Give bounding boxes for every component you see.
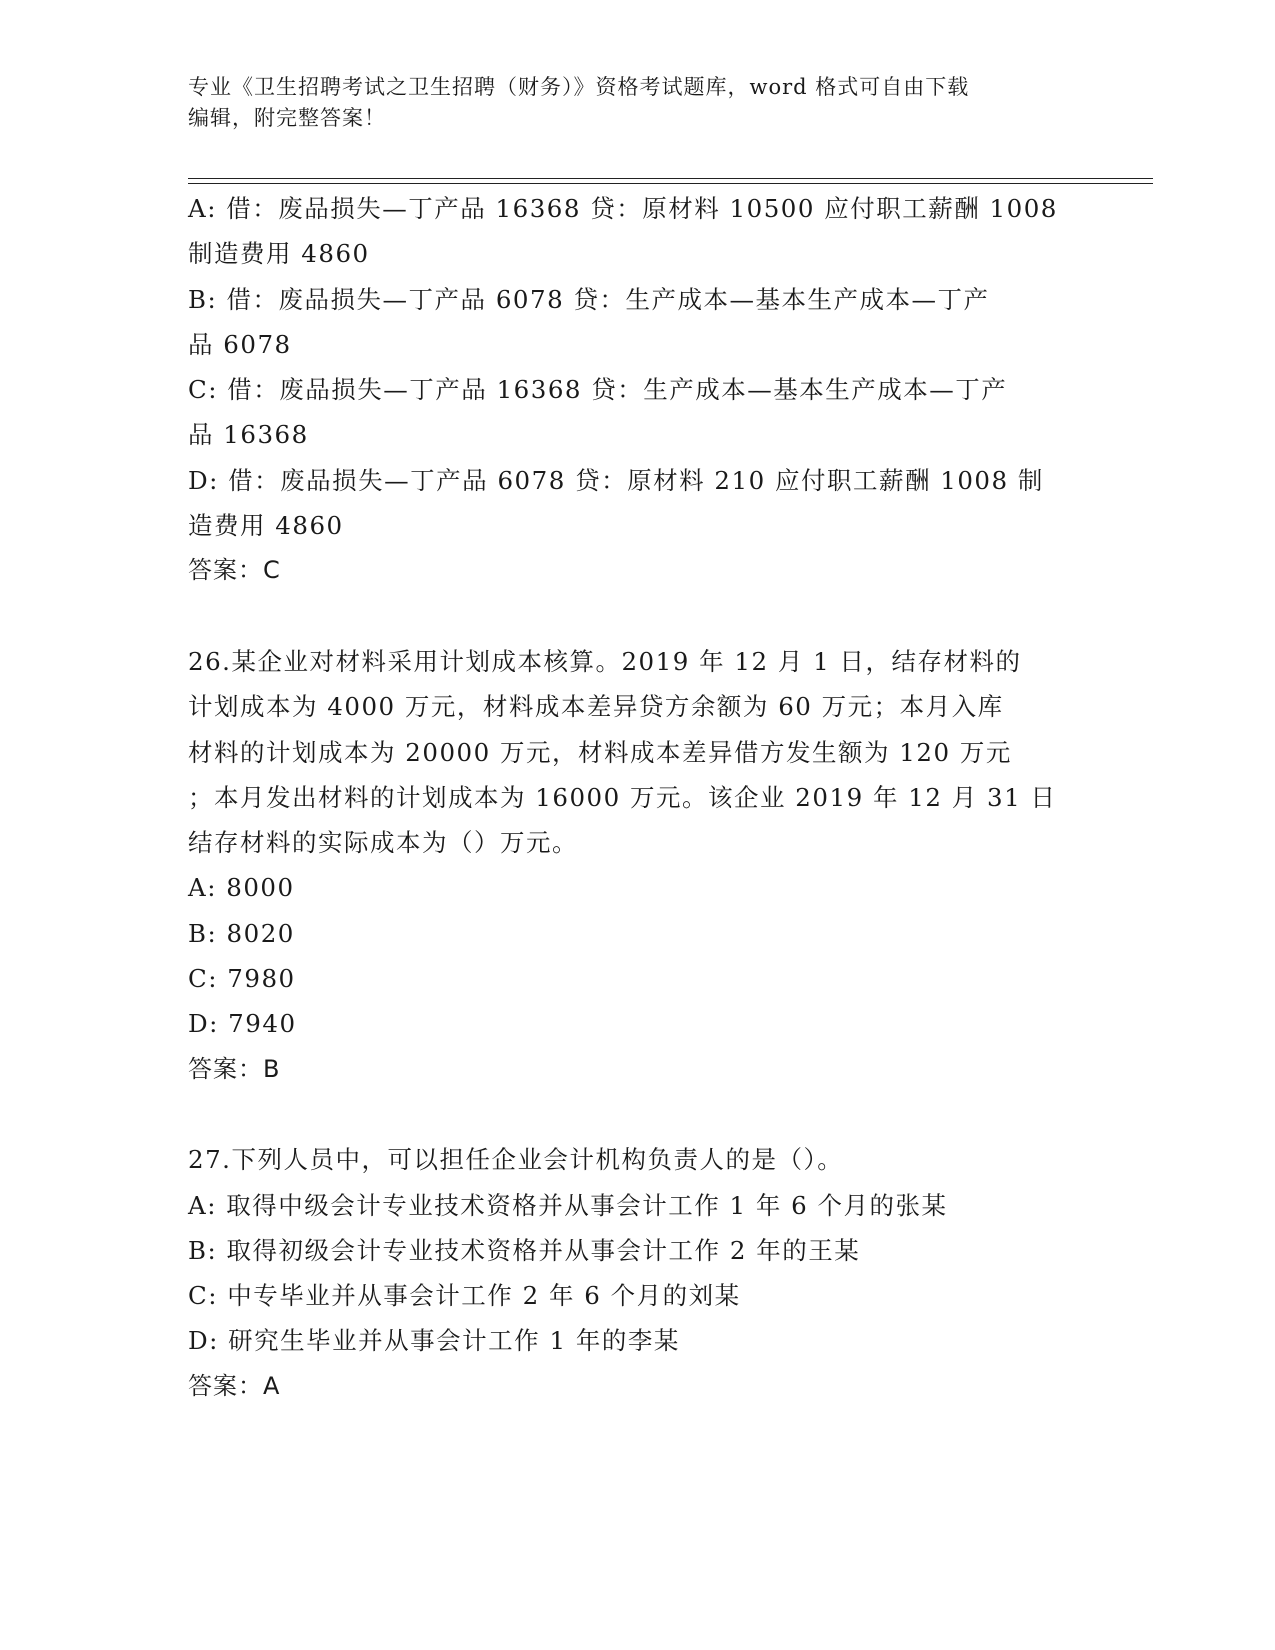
header-line: 编辑，附完整答案！ [188, 106, 386, 130]
option-a: A: 取得中级会计专业技术资格并从事会计工作 1 年 6 个月的张某 [188, 1190, 948, 1220]
option-b-cont: 品 6078 [188, 329, 292, 359]
spacer [188, 594, 1078, 639]
option-d: D: 借：废品损失—丁产品 6078 贷：原材料 210 应付职工薪酬 1008 制 [188, 465, 1044, 495]
header-divider [188, 183, 1153, 184]
question-stem: 27.下列人员中，可以担任企业会计机构负责人的是（）。 [188, 1145, 844, 1175]
question-stem: ；本月发出材料的计划成本为 16000 万元。该企业 2019 年 12 月 31 日 [188, 782, 1057, 812]
document-header [188, 72, 1068, 134]
question-26 [188, 639, 1078, 1092]
option-a: A: 借：废品损失—丁产品 16368 贷：原材料 10500 应付职工薪酬 1008 [188, 194, 1058, 223]
question-stem: 结存材料的实际成本为（）万元。 [188, 828, 578, 858]
option-d: D: 7940 [188, 1009, 297, 1039]
option-d-cont: 造费用 4860 [188, 511, 344, 541]
document-body [188, 186, 1078, 1409]
option-c: C: 中专毕业并从事会计工作 2 年 6 个月的刘某 [188, 1281, 741, 1311]
option-b: B: 8020 [188, 918, 295, 948]
question-stem: 材料的计划成本为 20000 万元，材料成本差异借方发生额为 120 万元 [188, 737, 1012, 767]
option-c: C: 借：废品损失—丁产品 16368 贷：生产成本—基本生产成本—丁产 [188, 375, 1008, 405]
option-b: B: 借：废品损失—丁产品 6078 贷：生产成本—基本生产成本—丁产 [188, 284, 990, 314]
option-b: B: 取得初级会计专业技术资格并从事会计工作 2 年的王某 [188, 1235, 861, 1265]
spacer [188, 1092, 1078, 1137]
header-line: 专业《卫生招聘考试之卫生招聘（财务）》资格考试题库，word 格式可自由下载 [188, 75, 970, 99]
answer: 答案：B [188, 1054, 281, 1083]
option-c: C: 7980 [188, 964, 296, 994]
question-stem: 计划成本为 4000 万元，材料成本差异贷方余额为 60 万元；本月入库 [188, 692, 1004, 722]
answer: 答案：A [188, 1371, 281, 1400]
question-25 [188, 186, 1078, 594]
header-divider [188, 178, 1153, 179]
option-a: A: 8000 [188, 873, 295, 903]
option-c-cont: 品 16368 [188, 420, 309, 450]
option-a-cont: 制造费用 4860 [188, 239, 370, 269]
question-stem: 26.某企业对材料采用计划成本核算。2019 年 12 月 1 日，结存材料的 [188, 646, 1022, 676]
option-d: D: 研究生毕业并从事会计工作 1 年的李某 [188, 1326, 680, 1356]
answer: 答案：C [188, 556, 281, 585]
question-27 [188, 1137, 1078, 1409]
